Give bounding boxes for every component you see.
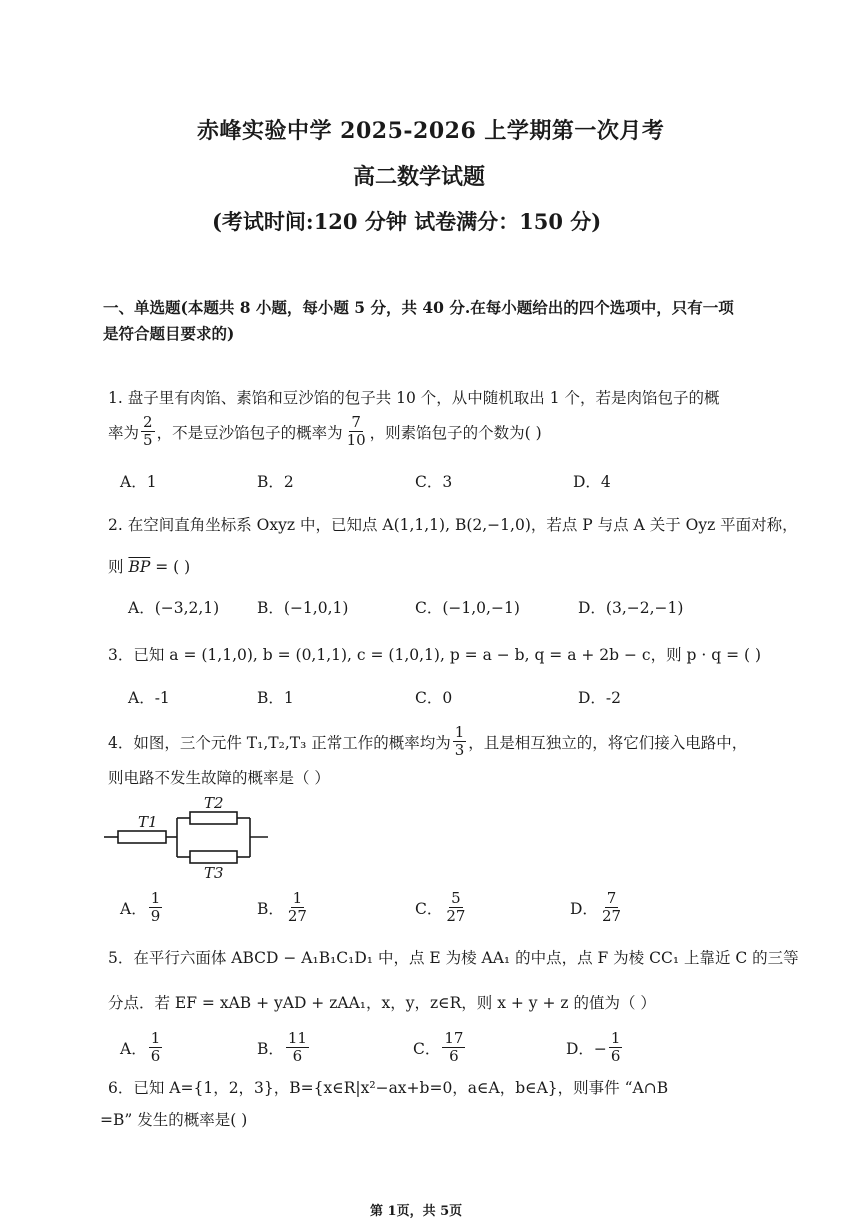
section-heading-line1: 一、单选题(本题共 8 小题，每小题 5 分，共 40 分.在每小题给出的四个选项中，只有一项 xyxy=(103,298,734,317)
q5-option-b: B． $\frac{11}{6}$ xyxy=(257,1029,307,1065)
q1-fraction-2: $\frac{7}{10}$ xyxy=(346,413,366,449)
label-t3: T3 xyxy=(204,864,224,880)
resistor-t3 xyxy=(190,851,237,863)
q1-line1: 1. 盘子里有肉馅、素馅和豆沙馅的包子共 10 个，从中随机取出 1 个，若是肉馅包子的概 xyxy=(108,389,720,407)
q1-option-c: C．3 xyxy=(415,473,453,491)
label-t2: T2 xyxy=(204,794,224,812)
q2-option-d: D．(3,−2,−1) xyxy=(578,599,684,617)
q3-line1: 3．已知 a = (1,1,0), b = (0,1,1), c = (1,0,1), p = a − b, q = a + 2b − c，则 p · q = ( ) xyxy=(108,646,762,664)
q2-option-b: B．(−1,0,1) xyxy=(257,599,349,617)
exam-title: 赤峰实验中学 2025-2026 上学期第一次月考 xyxy=(197,118,665,144)
resistor-t1 xyxy=(118,831,166,843)
q5-option-c: C． $\frac{17}{6}$ xyxy=(413,1029,464,1065)
circuit-diagram xyxy=(100,790,280,880)
q4-option-d: D． $\frac{7}{27}$ xyxy=(570,889,622,925)
q2-option-c: C．(−1,0,−1) xyxy=(415,599,520,617)
q3-option-d: D．-2 xyxy=(578,689,622,707)
q3-option-a: A．-1 xyxy=(128,689,170,707)
q1-text-b: ，不是豆沙馅包子的概率为 xyxy=(156,423,343,442)
q1-line2 xyxy=(108,414,542,449)
q4-fraction: $\frac{1}{3}$ xyxy=(454,723,465,759)
q2-option-a: A．(−3,2,1) xyxy=(128,599,220,617)
q1-text-c: ，则素馅包子的个数为( ) xyxy=(369,423,542,442)
q2-line1: 2. 在空间直角坐标系 Oxyz 中，已知点 A(1,1,1), B(2,−1,0)，若点 P 与点 A 关于 Oyz 平面对称， xyxy=(108,516,798,534)
q6-line2: =B” 发生的概率是( ) xyxy=(100,1111,248,1129)
q2-vector-bp: $\overline{BP}$ xyxy=(128,558,151,576)
q3-option-b: B．1 xyxy=(257,689,294,707)
q6-line1: 6．已知 A={1，2，3}，B={x∈R|x²−ax+b=0，a∈A，b∈A}，则事件 “A∩B xyxy=(108,1079,669,1097)
section-heading-line2: 是符合题目要求的) xyxy=(103,324,235,343)
exam-info: (考试时间:120 分钟 试卷满分：150 分) xyxy=(212,209,602,234)
q5-option-a: A． $\frac{1}{6}$ xyxy=(120,1029,161,1065)
q2-line2: 则 $\overline{BP}$ = ( ) xyxy=(108,558,191,576)
q5-line2: 分点．若 EF = xAB + yAD + zAA₁，x，y，z∈R，则 x + y + z 的值为（ ） xyxy=(108,994,656,1012)
resistor-t2 xyxy=(190,812,237,824)
q4-line1: 4．如图，三个元件 T₁,T₂,T₃ 正常工作的概率均为 $\frac{1}{3}$ ，且是相互独立的，将它们接入电路中， xyxy=(108,723,748,759)
label-t1: T1 xyxy=(138,813,158,831)
q1-option-d: D．4 xyxy=(573,473,611,491)
q4-option-a: A． $\frac{1}{9}$ xyxy=(120,889,161,925)
q5-option-d: D．− $\frac{1}{6}$ xyxy=(566,1029,621,1065)
q1-option-a: A．1 xyxy=(120,473,157,491)
q1-fraction-1: $\frac{2}{5}$ xyxy=(143,413,153,449)
exam-subtitle: 高二数学试题 xyxy=(353,164,486,190)
q4-option-b: B． $\frac{1}{27}$ xyxy=(257,889,307,925)
page-footer: 第 1页，共 5页 xyxy=(370,1204,463,1219)
q3-option-c: C．0 xyxy=(415,689,453,707)
q5-line1: 5．在平行六面体 ABCD − A₁B₁C₁D₁ 中，点 E 为棱 AA₁ 的中点，点 F 为棱 CC₁ 上靠近 C 的三等 xyxy=(108,949,799,967)
q1-text-a: 率为 xyxy=(108,423,140,442)
q4-option-c: C． $\frac{5}{27}$ xyxy=(415,889,466,925)
q1-option-b: B．2 xyxy=(257,473,294,491)
q4-line2: 则电路不发生故障的概率是（ ） xyxy=(108,769,330,787)
